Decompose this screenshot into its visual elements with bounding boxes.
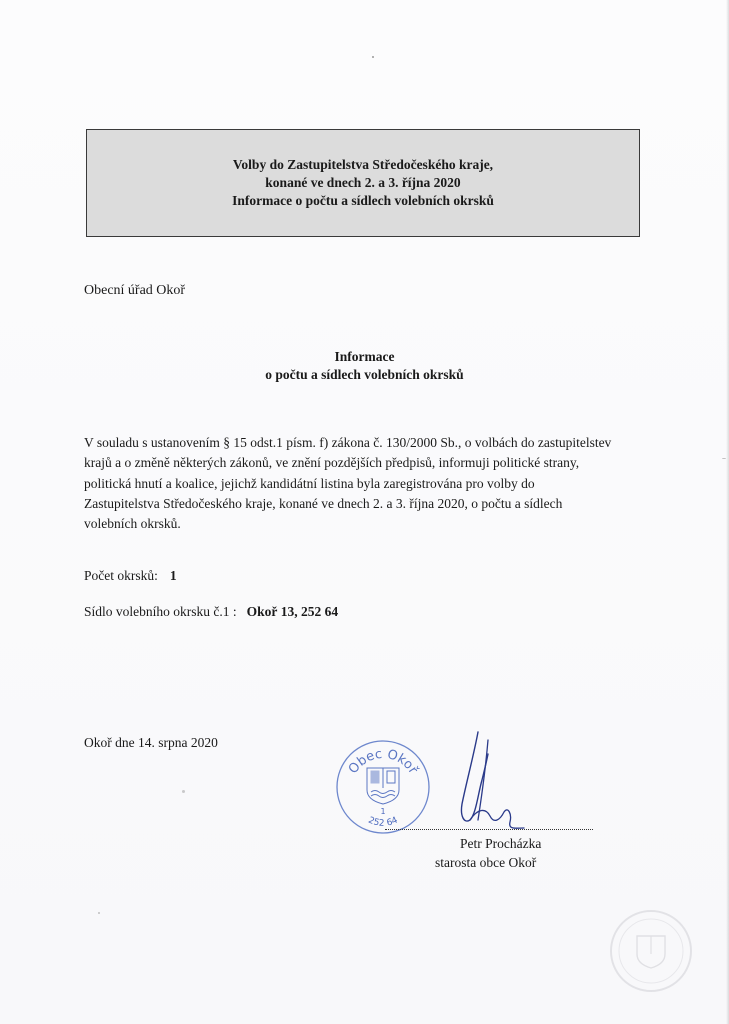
date-line: Okoř dne 14. srpna 2020 [84, 735, 218, 750]
district-seat-value: Okoř 13, 252 64 [246, 604, 339, 619]
district-seat-label: Sídlo volebního okrsku č.1 : [84, 604, 237, 619]
body-line-5: volebních okrsků. [84, 516, 181, 532]
header-line-1: Volby do Zastupitelstva Středočeského kraje, [232, 157, 494, 172]
coat-of-arms-icon [367, 768, 399, 804]
signer-name: Petr Procházka [460, 836, 542, 851]
embossed-seal-icon [608, 908, 694, 994]
district-count-label: Počet okrsků: [84, 568, 158, 583]
header-line-3: Informace o počtu a sídlech volebních okrsků [232, 193, 494, 208]
body-line-1: V souladu s ustanovením § 15 odst.1 písm. f) zákona č. 130/2000 Sb., o volbách do zastupitelstev [84, 435, 612, 450]
body-line-2: krajů a o změně některých zákonů, ve znění pozdějších předpisů, informuji politické strany, [84, 455, 580, 471]
stamp-postcode: 252 64 [366, 815, 400, 829]
district-count-value: 1 [169, 568, 177, 583]
signature-dotted-line [385, 829, 593, 830]
body-paragraph [84, 433, 644, 534]
paper-speck [722, 458, 726, 459]
signer-role: starosta obce Okoř [435, 855, 537, 870]
stamp-text: Obec Okoř [345, 746, 421, 777]
info-title [0, 348, 729, 384]
body-line-4: Zastupitelstva Středočeského kraje, konané ve dnech 2. a 3. října 2020, o počtu a sídlech [84, 495, 563, 511]
district-seat [84, 604, 338, 620]
paper-speck [182, 790, 185, 793]
handwritten-signature-icon [448, 724, 538, 836]
header-line-2: konané ve dnech 2. a 3. října 2020 [265, 175, 461, 190]
stamp-number: 1 [380, 807, 386, 816]
paper-speck [372, 56, 374, 58]
header-box [86, 129, 640, 237]
info-title-line-2: o počtu a sídlech volebních okrsků [265, 367, 464, 382]
district-count [84, 568, 177, 584]
body-line-3: politická hnutí a koalice, jejichž kandidátní listina byla zaregistrována pro volby do [84, 475, 535, 491]
paper-speck [98, 912, 100, 914]
municipal-stamp-icon [334, 738, 432, 836]
info-title-line-1: Informace [334, 349, 395, 364]
svg-text:252 64 [367, 816, 400, 829]
office-name: Obecní úřad Okoř [84, 283, 186, 298]
